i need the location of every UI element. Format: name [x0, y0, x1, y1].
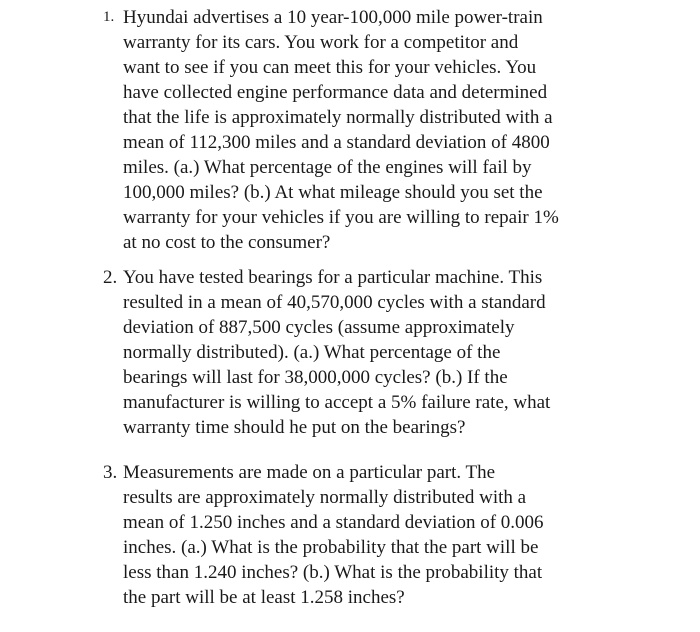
problem-text-line: deviation of 887,500 cycles (assume approximately [123, 317, 515, 338]
problem-text-line: normally distributed). (a.) What percentage of the [123, 342, 501, 363]
problem-text-line: resulted in a mean of 40,570,000 cycles with a standard [123, 292, 546, 313]
problem-text-line: at no cost to the consumer? [123, 232, 331, 253]
problem-text-line: have collected engine performance data and determined [123, 82, 548, 103]
problem-text-line: warranty for its cars. You work for a competitor and [123, 32, 519, 53]
problem-text-line: Measurements are made on a particular part. The [123, 462, 496, 483]
problem-text-line: inches. (a.) What is the probability that the part will be [123, 537, 539, 558]
problem-text-line: that the life is approximately normally distributed with a [123, 107, 553, 128]
problem-2 [103, 265, 603, 440]
problem-text-line: the part will be at least 1.258 inches? [123, 587, 405, 608]
problem-text-line: manufacturer is willing to accept a 5% failure rate, what [123, 392, 551, 413]
problem-text-line: less than 1.240 inches? (b.) What is the probability that [123, 562, 543, 583]
problem-text-line: warranty for your vehicles if you are willing to repair 1% [123, 207, 559, 228]
problem-3 [103, 460, 603, 610]
problem-text-line: want to see if you can meet this for your vehicles. You [123, 57, 537, 78]
problem-text-line: results are approximately normally distributed with a [123, 487, 527, 508]
problem-number: 1. [103, 9, 115, 25]
problem-text-line: bearings will last for 38,000,000 cycles? (b.) If the [123, 367, 508, 388]
problem-text-line: 100,000 miles? (b.) At what mileage should you set the [123, 182, 543, 203]
problem-text-line: miles. (a.) What percentage of the engines will fail by [123, 157, 532, 178]
problem-text-line: mean of 1.250 inches and a standard deviation of 0.006 [123, 512, 544, 533]
problem-number: 2. [103, 267, 118, 288]
problem-number: 3. [103, 462, 118, 483]
problem-text-line: You have tested bearings for a particular machine. This [123, 267, 543, 288]
problem-text-line: Hyundai advertises a 10 year-100,000 mile power-train [123, 7, 543, 28]
problem-1 [103, 5, 603, 255]
problem-text-line: warranty time should he put on the bearings? [123, 417, 466, 438]
problem-text-line: mean of 112,300 miles and a standard deviation of 4800 [123, 132, 550, 153]
